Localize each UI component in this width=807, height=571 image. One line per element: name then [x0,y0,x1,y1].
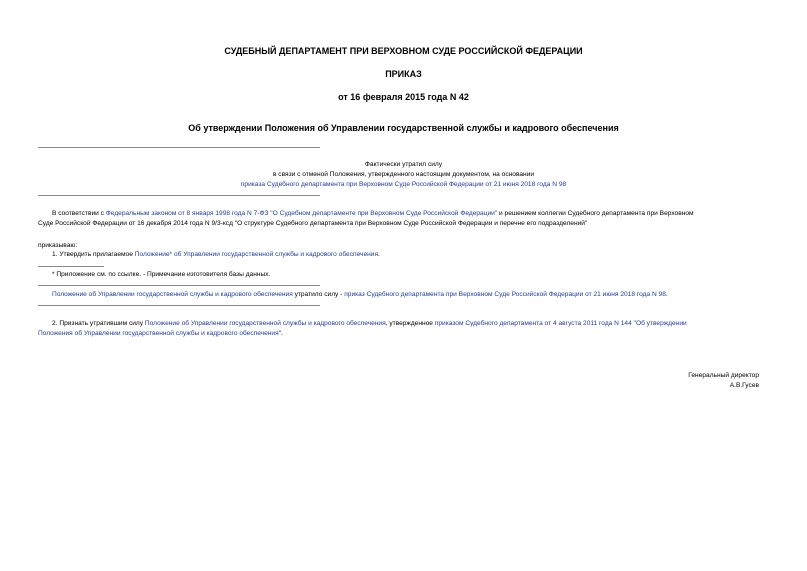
expired-regulation-link[interactable]: Положение об Управлении государственной службы и кадрового обеспечения [52,291,293,298]
preamble-prefix: В соответствии с [52,210,106,217]
footnote-divider [38,266,104,267]
item-2-prefix: 2. Признать утратившим силу [52,320,145,327]
expired-note-suffix: . [665,291,668,298]
order-144-link-cont[interactable]: Положения об Управлении государственной службы и кадрового обеспечения [38,330,279,337]
status-note-line2: в связи с отменой Положения, утвержденного настоящим документом, на основании [272,171,535,178]
signature-name: А.В.Гусев [729,382,759,389]
item-1 [52,250,380,260]
doc-date-number: от 16 февраля 2015 года N 42 [338,92,469,102]
signature-position: Генеральный директор [688,372,759,379]
preamble-after-link: и решением коллегии Судебного департамента при Верховном [497,210,694,217]
expired-note [52,290,668,300]
law-link[interactable]: Федеральным законом от 8 января 1998 года N 7-ФЗ "О Судебном департаменте при Верховном Суде Российской Федерации" [105,210,498,217]
department-name: СУДЕБНЫЙ ДЕПАРТАМЕНТ ПРИ ВЕРХОВНОМ СУДЕ РОССИЙСКОЙ ФЕДЕРАЦИИ [224,46,583,56]
expired-note-middle: утратило силу - [292,291,345,298]
divider [38,195,320,196]
item-2-middle: , утвержденное [385,320,435,327]
old-regulation-link[interactable]: Положение об Управлении государственной службы и кадрового обеспечения [144,320,386,327]
order-144-link[interactable]: приказом Судебного департамента от 4 августа 2011 года N 144 "Об утверждении [434,320,687,327]
doc-title: Об утверждении Положения об Управлении государственной службы и кадрового обеспечения [188,123,619,133]
doc-type: ПРИКАЗ [385,69,422,79]
item-1-suffix: . [378,251,380,258]
preamble-line2: Суде Российской Федерации от 16 декабря 2014 года N 9/3-ксд "О структуре Судебного департамента при Верховном Суде Российской Федерации и перечне его подразделений" [38,220,588,227]
divider [38,147,320,148]
footnote: * Приложение см. по ссылке. - Примечание изготовителя базы данных. [52,271,271,278]
status-note-line1: Фактически утратил силу [364,161,443,168]
item-1-prefix: 1. Утвердить прилагаемое [52,251,135,258]
item-2-suffix: ". [278,330,283,337]
regulation-link[interactable]: Положение* об Управлении государственной службы и кадрового обеспечения [134,251,379,258]
divider [38,305,320,306]
order-word: приказываю: [38,242,78,249]
divider [38,285,320,286]
expiry-order-link[interactable]: приказ Судебного департамента при Верховном Суде Российской Федерации от 21 июня 2018 года N 98 [344,291,666,298]
status-note-link[interactable]: приказа Судебного департамента при Верховном Суде Российской Федерации от 21 июня 2018 года N 98 [240,181,567,188]
